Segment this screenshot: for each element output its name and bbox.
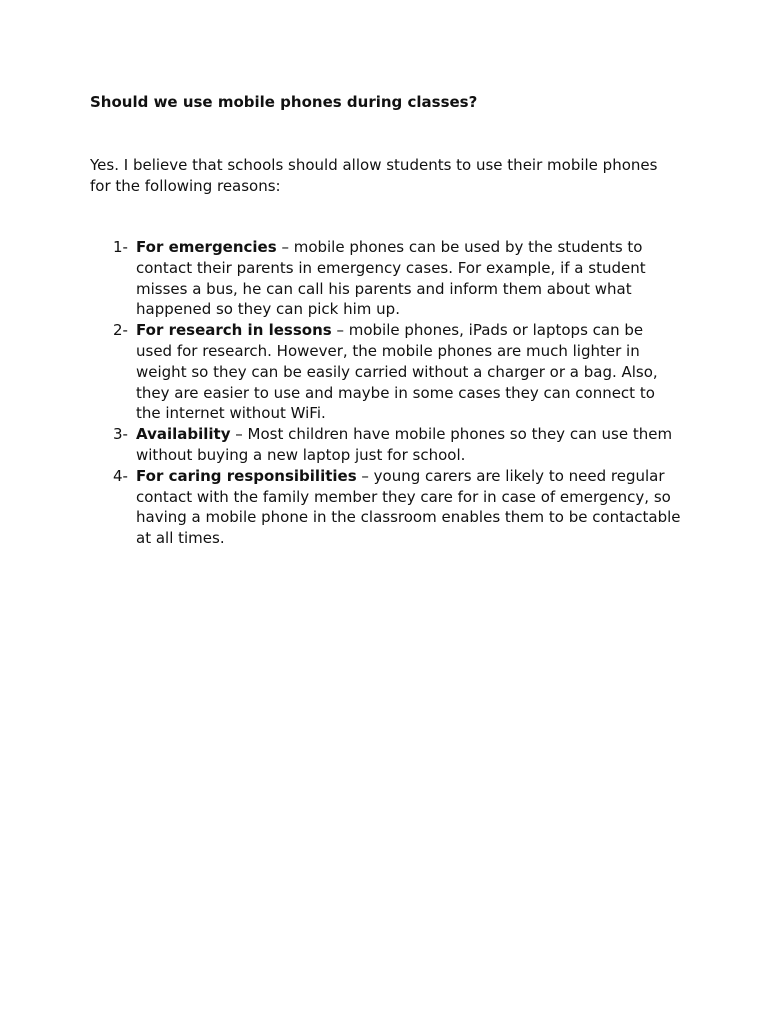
reason-text: – young carers are likely to need regular contact with the family member they care for in case of emergency, so having a mobile phone in the classroom enables them to be contactable at all times. [136,466,681,548]
reason-number: 4- [113,466,128,485]
reason-body [136,237,681,320]
intro-paragraph: Yes. I believe that schools should allow students to use their mobile phones for the following reasons: [90,156,658,195]
reason-number: 3- [113,425,128,444]
reason-heading: For research in lessons [136,321,332,340]
reason-item-emergencies [90,237,690,320]
reason-heading: For caring responsibilities [136,466,357,485]
reason-item-research [90,320,690,424]
reason-item-caring [90,466,690,549]
reason-heading: For emergencies [136,238,277,256]
reason-text: – mobile phones can be used by the students to contact their parents in emergency cases. For example, if a student misses a bus, he can call his parents and inform them about what happened so they can pick him up. [136,238,646,319]
document-title: Should we use mobile phones during classes? [90,93,478,111]
reason-body [136,424,681,466]
reason-item-availability [90,424,690,466]
reason-text: – mobile phones, iPads or laptops can be used for research. However, the mobile phones are much lighter in weight so they can be easily carried without a charger or a bag. Also, they are easier to use and maybe in some cases they can connect to the internet without WiFi. [136,321,658,423]
reason-text: – Most children have mobile phones so they can use them without buying a new laptop just for school. [136,425,673,464]
reasons-list [90,237,690,549]
reason-body [136,320,681,424]
reason-number: 2- [113,321,128,340]
reason-heading: Availability [136,425,231,444]
reason-body [136,466,681,549]
reason-number: 1- [113,238,128,256]
